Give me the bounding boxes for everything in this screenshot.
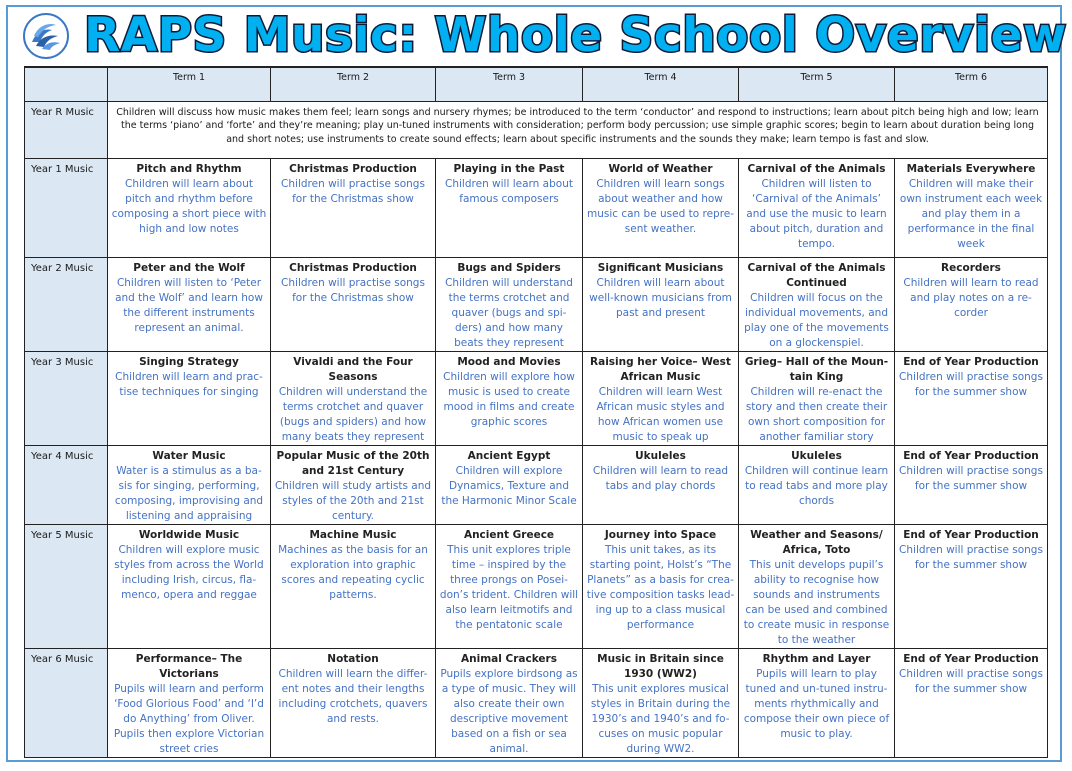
- table-row: [25, 101, 1048, 158]
- unit-description: Pupils will learn and perform ‘Food Glorious Food’ and ‘I’d do Anything’ from Oliver. Pupils then explore Victorian street cries: [113, 682, 265, 755]
- unit-cell: [739, 445, 895, 524]
- unit-description: Children will focus on the individual movements, and play one of the movements on a glockenspiel.: [744, 291, 889, 349]
- unit-cell: [271, 524, 436, 648]
- unit-cell: [583, 351, 739, 445]
- wave-logo-icon: [22, 12, 70, 60]
- unit-title: World of Weather: [608, 162, 713, 175]
- unit-cell: [108, 445, 271, 524]
- unit-cell: [108, 257, 271, 351]
- term-header: Term 5: [739, 67, 895, 101]
- unit-title: Performance– The Victorians: [135, 652, 243, 680]
- unit-description: Children will listen to ‘Peter and the Wolf’ and learn how the different instruments represent an animal.: [115, 276, 263, 334]
- unit-title: Ukuleles: [635, 449, 686, 462]
- unit-cell: [739, 524, 895, 648]
- unit-cell: [895, 351, 1048, 445]
- unit-description: Children will learn West African music styles and how African women use music to speak up: [596, 385, 725, 443]
- unit-title: Popular Music of the 20th and 21st Century: [276, 449, 430, 477]
- unit-title: Animal Crackers: [461, 652, 557, 665]
- unit-title: Weather and Seasons/ Africa, Toto: [750, 528, 883, 556]
- unit-description: Children will listen to ‘Carnival of the Animals’ and use the music to learn about pitch, duration and tempo.: [746, 177, 887, 250]
- table-row: [25, 351, 1048, 445]
- unit-description: Children will practise songs for the Christmas show: [281, 276, 425, 304]
- unit-description: Children will learn about well-known musicians from past and present: [589, 276, 732, 319]
- unit-description: Water is a stimulus as a ba-sis for singing, performing, composing, improvising and listening and appraising: [114, 464, 264, 522]
- unit-title: Machine Music: [309, 528, 397, 541]
- unit-cell: [739, 648, 895, 757]
- year-label: Year 1 Music: [25, 158, 108, 257]
- unit-title: Significant Musicians: [597, 261, 724, 274]
- unit-title: Ukuleles: [791, 449, 842, 462]
- unit-title: Vivaldi and the Four Seasons: [293, 355, 413, 383]
- term-header: Term 6: [895, 67, 1048, 101]
- unit-cell: [271, 445, 436, 524]
- unit-description: Children will learn songs about weather and how music can be used to repre-sent weather.: [586, 177, 735, 235]
- table-row: [25, 445, 1048, 524]
- unit-title: Christmas Production: [289, 261, 417, 274]
- unit-description: This unit explores musical styles in Britain during the 1930’s and 1940’s and fo-cuses on music popular during WW2.: [590, 682, 731, 755]
- unit-title: Notation: [327, 652, 379, 665]
- unit-description: Children will practise songs for the summer show: [899, 370, 1043, 398]
- unit-description: Children will explore music styles from across the World including Irish, circus, fla-menco, opera and reggae: [114, 543, 264, 601]
- unit-cell: [895, 648, 1048, 757]
- unit-title: Music in Britain since 1930 (WW2): [597, 652, 724, 680]
- unit-description: Children will practise songs for the Christmas show: [281, 177, 425, 205]
- unit-description: Machines as the basis for an exploration into graphic scores and repeating cyclic patterns.: [278, 543, 428, 601]
- unit-title: Pitch and Rhythm: [136, 162, 242, 175]
- unit-cell: [895, 524, 1048, 648]
- unit-title: End of Year Production: [903, 355, 1039, 368]
- unit-description: Children will understand the terms crotchet and quaver (bugs and spi-ders) and how many beats they represent: [445, 276, 573, 349]
- unit-cell: [271, 648, 436, 757]
- unit-title: Raising her Voice– West African Music: [590, 355, 731, 383]
- term-header: Term 3: [436, 67, 583, 101]
- unit-cell: [436, 257, 583, 351]
- page-title: RAPS Music: Whole School Overview: [84, 8, 1067, 63]
- table-row: [25, 257, 1048, 351]
- unit-cell: [583, 445, 739, 524]
- unit-cell: [739, 158, 895, 257]
- unit-description: Children will learn and prac-tise techniques for singing: [115, 370, 263, 398]
- unit-description: Children will understand the terms crotchet and quaver (bugs and spiders) and how many beats they represent: [278, 385, 428, 443]
- unit-description: Children will learn to read and play notes on a re-corder: [903, 276, 1039, 319]
- unit-description: Children will learn about pitch and rhythm before composing a short piece with high and low notes: [111, 177, 267, 235]
- year-label: Year 2 Music: [25, 257, 108, 351]
- unit-cell: [436, 445, 583, 524]
- unit-description: Pupils explore birdsong as a type of music. They will also create their own descriptive movement based on a fish or sea animal.: [440, 667, 578, 755]
- unit-description: This unit develops pupil’s ability to recognise how sounds and instruments can be used and combined to create music in response to the weather: [743, 558, 890, 646]
- unit-description: Children will continue learn to read tabs and more play chords: [744, 464, 889, 507]
- year-label: Year 3 Music: [25, 351, 108, 445]
- unit-cell: [108, 158, 271, 257]
- unit-title: Recorders: [941, 261, 1001, 274]
- table-row: [25, 158, 1048, 257]
- unit-description: Children will practise songs for the summer show: [899, 464, 1043, 492]
- year-label: Year R Music: [25, 101, 108, 158]
- unit-description: Children will explore Dynamics, Texture and the Harmonic Minor Scale: [441, 464, 577, 507]
- unit-title: Worldwide Music: [138, 528, 240, 541]
- unit-title: Materials Everywhere: [906, 162, 1036, 175]
- unit-cell: [436, 158, 583, 257]
- unit-description: Children will learn about famous composers: [445, 177, 573, 205]
- overview-table: [24, 66, 1048, 758]
- unit-cell: [271, 351, 436, 445]
- term-header-row: [25, 67, 1048, 101]
- unit-title: Peter and the Wolf: [133, 261, 245, 274]
- unit-title: Singing Strategy: [139, 355, 239, 368]
- unit-cell: [108, 524, 271, 648]
- unit-description: Children will explore how music is used to create mood in films and create graphic scores: [443, 370, 575, 428]
- table-row: [25, 648, 1048, 757]
- term-header: Term 2: [271, 67, 436, 101]
- unit-cell: [739, 351, 895, 445]
- unit-cell: [436, 524, 583, 648]
- unit-cell: [583, 257, 739, 351]
- unit-title: Grieg– Hall of the Moun-tain King: [744, 355, 889, 383]
- unit-description: Children will learn to read tabs and play chords: [592, 464, 729, 492]
- unit-title: Rhythm and Layer: [762, 652, 871, 665]
- unit-title: Carnival of the Animals Continued: [747, 261, 886, 289]
- table-row: [25, 524, 1048, 648]
- unit-title: Journey into Space: [604, 528, 717, 541]
- corner-cell: [25, 67, 108, 101]
- unit-title: Water Music: [152, 449, 226, 462]
- unit-title: Ancient Greece: [463, 528, 555, 541]
- unit-title: Mood and Movies: [457, 355, 561, 368]
- unit-cell: [436, 351, 583, 445]
- term-header: Term 1: [108, 67, 271, 101]
- year-label: Year 5 Music: [25, 524, 108, 648]
- unit-description: Children will re-enact the story and then create their own short composition for another familiar story: [745, 385, 888, 443]
- unit-description: Children will study artists and styles of the 20th and 21st century.: [274, 479, 432, 522]
- year-label: Year 4 Music: [25, 445, 108, 524]
- year-label: Year 6 Music: [25, 648, 108, 757]
- unit-title: End of Year Production: [903, 652, 1039, 665]
- unit-title: Bugs and Spiders: [457, 261, 561, 274]
- unit-title: Playing in the Past: [453, 162, 565, 175]
- unit-cell: [108, 648, 271, 757]
- unit-cell: [895, 257, 1048, 351]
- unit-cell: [739, 257, 895, 351]
- unit-cell: [583, 524, 739, 648]
- unit-cell: [583, 648, 739, 757]
- unit-description: Children will practise songs for the summer show: [899, 667, 1043, 695]
- unit-cell: [583, 158, 739, 257]
- unit-title: End of Year Production: [903, 528, 1039, 541]
- unit-title: End of Year Production: [903, 449, 1039, 462]
- unit-cell: [108, 351, 271, 445]
- unit-title: Christmas Production: [289, 162, 417, 175]
- unit-description: Children will learn the differ-ent notes and their lengths including crotchets, quavers and rests.: [278, 667, 428, 725]
- unit-cell: [271, 158, 436, 257]
- unit-title: Ancient Egypt: [467, 449, 551, 462]
- year-r-description: Children will discuss how music makes them feel; learn songs and nursery rhymes; be introduced to the term ‘conductor’ and respond to instructions; learn about pitch being high and low; learn the terms ‘piano’ and ‘forte’ and they’re meaning; play un-tuned instruments with consideration; perform body percussion; use simple graphic scores; begin to learn about duration being long and short notes; use instruments to create sound effects; learn about specific instruments and the sounds they make; learn tempo is fast and slow.: [108, 101, 1048, 158]
- unit-cell: [436, 648, 583, 757]
- unit-cell: [895, 445, 1048, 524]
- unit-description: This unit takes, as its starting point, Holst’s “The Planets” as a basis for crea-tive composition tasks lead-ing up to a class musical performance: [586, 543, 735, 631]
- unit-title: Carnival of the Animals: [747, 162, 886, 175]
- unit-description: Pupils will learn to play tuned and un-tuned instru-ments rhythmically and compose their own piece of music to play.: [743, 667, 890, 740]
- unit-description: This unit explores triple time – inspired by the three prongs on Posei-don’s trident. Children will also learn leitmotifs and the pentatonic scale: [439, 543, 579, 631]
- unit-description: Children will practise songs for the summer show: [899, 543, 1043, 571]
- term-header: Term 4: [583, 67, 739, 101]
- unit-cell: [895, 158, 1048, 257]
- unit-description: Children will make their own instrument each week and play them in a performance in the final week: [899, 177, 1043, 250]
- unit-cell: [271, 257, 436, 351]
